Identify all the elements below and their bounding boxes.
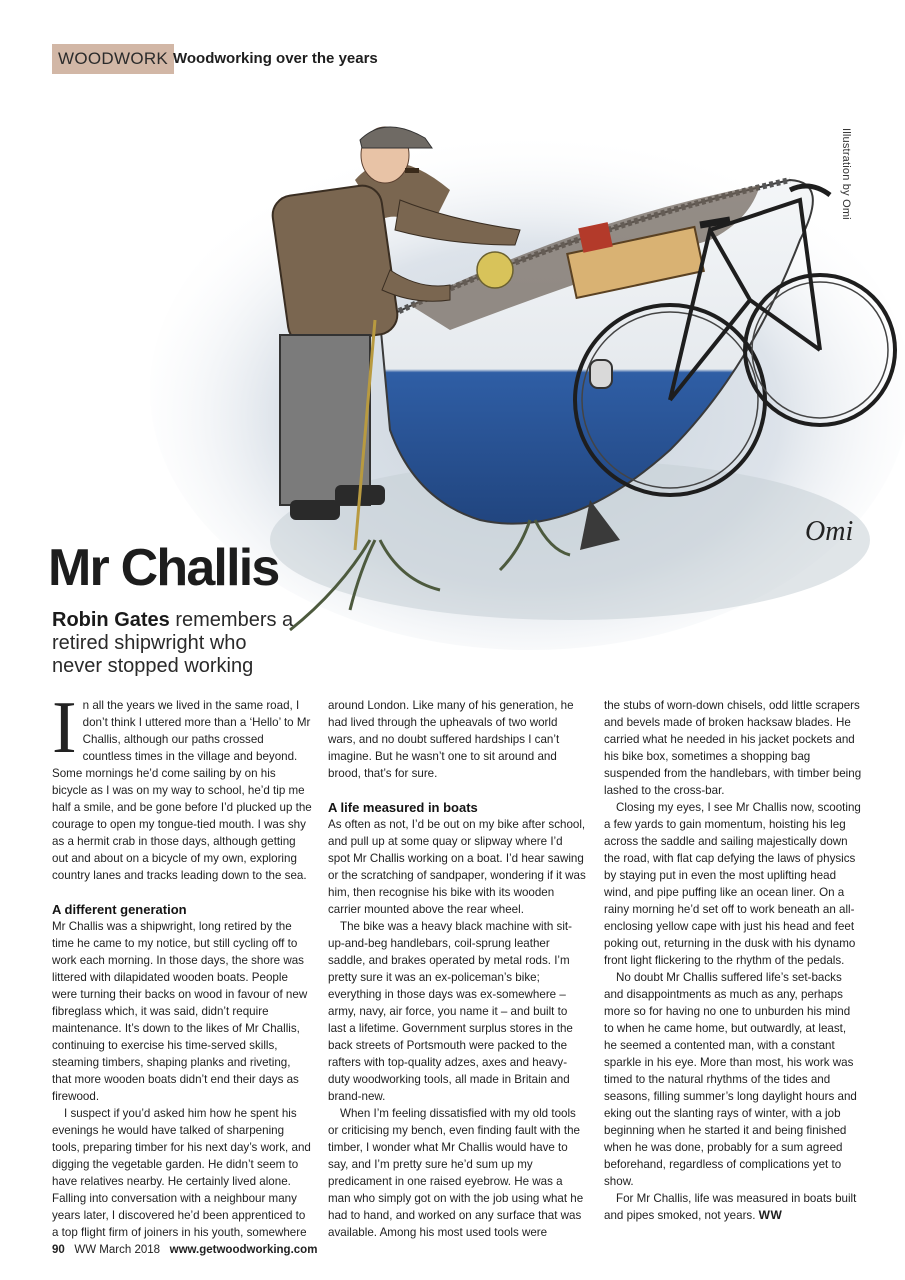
issue-label: WW March 2018 xyxy=(74,1244,161,1256)
paragraph: As often as not, I’d be out on my bike after school, and pull up at some quay or slipway where I’d spot Mr Challis working on a boat. I’d hear sawing or the scratching of sandpaper, wondering if it was him, then recognise his bike with its wooden carrier mounted above the rear wheel. xyxy=(328,818,586,916)
subheading: A different generation xyxy=(52,902,187,917)
artist-signature: Omi xyxy=(805,516,854,547)
paragraph: The bike was a heavy black machine with sit-up-and-beg handlebars, coil-sprung leather saddle, and brakes operated by metal rods. I’m pretty sure it was an ex-policeman’s bike; everything in those days was ex-somewhere – army, navy, air force, you name it – and built to last a lifetime. Government surplus stores in the back streets of Portsmouth were packed to the rafters with top-quality adzes, axes and heavy-duty woodworking tools, all made in Britain and brand-new. xyxy=(328,920,573,1103)
article-column-1 xyxy=(52,687,312,1241)
article-column-3 xyxy=(604,697,862,1224)
section-subtitle: Woodworking over the years xyxy=(173,50,378,67)
paragraph-text: n all the years we lived in the same road, I don’t think I uttered more than a ‘Hello’ to Mr Challis, although our paths crossed countless times in the village and beyond. Some mornings he’d come sailing by on his bicycle as I was on my way to school, he’d tip me half a smile, and be gone before I’d plucked up the courage to open my tongue-tied mouth. I was shy as a hermit crab in those days, although getting out and about on a bicycle of my own, exploring country lanes and tracks leading down to the sea. xyxy=(52,699,312,882)
paragraph xyxy=(52,687,312,884)
float-ball xyxy=(477,252,513,288)
drop-cap: I xyxy=(52,687,77,769)
illustration-credit: Illustration by Omi xyxy=(840,128,852,220)
paragraph: Closing my eyes, I see Mr Challis now, scooting a few yards to gain momentum, hoisting his leg across the saddle and sailing majestically down the road, with flat cap defying the laws of physics by staying put in even the most uplifting head wind, and pipe puffing like an ocean liner. On a rainy morning he’d set off to work beneath an all-enclosing yellow cape with just his head and feet poking out, returning in the dusk with his dynamo front light flickering to the rhythm of the pedals. xyxy=(604,801,861,967)
standfirst xyxy=(52,609,302,678)
paragraph xyxy=(604,1190,862,1224)
article-column-2 xyxy=(328,697,586,1241)
article-title: Mr Challis xyxy=(48,539,279,597)
author-name: Robin Gates xyxy=(52,609,170,631)
paragraph: Mr Challis was a shipwright, long retired by the time he came to my notice, but still cycling off to work each morning. In those days, the shore was littered with dilapidated wooden boats. People were turning their backs on wood in favour of new fibreglass which, it was said, didn’t require maintenance. It’s down to the likes of Mr Challis, continuing to exercise his time-served skills, steaming timbers, shaping planks and riveting, that more wooden boats didn’t end their days as firewood. xyxy=(52,920,308,1103)
section-tag: WOODWORK xyxy=(52,44,174,74)
standfirst-text: remembers a retired shipwright who never stopped working xyxy=(52,609,294,677)
website-link[interactable]: www.getwoodworking.com xyxy=(169,1244,318,1256)
end-mark: WW xyxy=(758,1208,783,1222)
page-footer xyxy=(52,1244,317,1256)
paragraph: No doubt Mr Challis suffered life’s set-backs and disappointments as much as any, perhaps more so for having no one to unburden his mind to when he came home, but outwardly, at least, he seemed a contented man, with a constant sparkle in his eye. More than most, his work was timed to the natural rhythms of the tides and seasons, filling summer’s long daylight hours and eking out the slanting rays of winter, with a job beginning when he started it and being finished when he was done, probably for a sum agreed beforehand, regardless of complications yet to show. xyxy=(604,971,857,1188)
paragraph: I suspect if you’d asked him how he spent his evenings he would have talked of sharpening tools, preparing timber for his next day’s work, and digging the vegetable garden. He didn’t seem to have relatives nearby. He certainly lived alone. Falling into conversation with a neighbour many years later, I discovered he’d been apprenticed to a top flight firm of joiners in his youth, somewhere xyxy=(52,1107,311,1239)
subheading: A life measured in boats xyxy=(328,800,478,815)
paragraph-text: For Mr Challis, life was measured in boats built and pipes smoked, not years. xyxy=(604,1192,857,1222)
paragraph: When I’m feeling dissatisfied with my old tools or criticising my bench, even finding fault with the timber, I wonder what Mr Challis would have to say, and I’m pretty sure he’d sum up my predicament in one raised eyebrow. He was a man who simply got on with the job using what he had to hand, and worked on any surface that was available. Among his most used tools were xyxy=(328,1107,584,1239)
page-number: 90 xyxy=(52,1244,65,1256)
paragraph: around London. Like many of his generation, he had lived through the upheavals of two world wars, and no doubt suffered hardships I can’t imagine. But he wasn’t one to sit around and brood, that’s for sure. xyxy=(328,699,574,780)
paragraph: the stubs of worn-down chisels, odd little scrapers and bevels made of broken hacksaw blades. He carried what he needed in his jacket pockets and his bike box, sometimes a shopping bag suspended from the handlebars, with timber being lashed to the cross-bar. xyxy=(604,699,862,797)
